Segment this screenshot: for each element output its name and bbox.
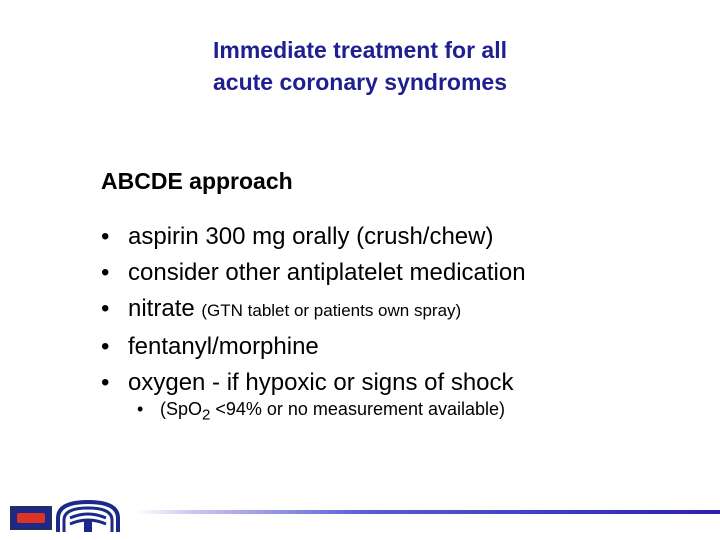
list-item-note: (GTN tablet or patients own spray) [201, 301, 462, 320]
slide-title-line-2: acute coronary syndromes [212, 69, 507, 95]
oxygen-sub-list [137, 396, 505, 429]
council-logo-icon [10, 506, 52, 530]
treatment-list [101, 219, 526, 401]
spo2-suffix: <94% or no measurement available) [210, 399, 506, 419]
list-item-text: consider other antiplatelet medication [128, 259, 526, 286]
list-item [101, 255, 526, 291]
list-item-text: aspirin 300 mg orally (crush/chew) [128, 223, 494, 250]
list-item [101, 329, 526, 365]
list-item-text: oxygen - if hypoxic or signs of shock [128, 369, 514, 396]
slide-title [0, 34, 720, 98]
footer-rule [134, 510, 720, 514]
list-item [101, 219, 526, 255]
sub-list-item [137, 396, 505, 429]
list-item [101, 291, 526, 329]
section-heading: ABCDE approach [101, 168, 293, 194]
spo2-subscript: 2 [202, 406, 211, 424]
waves-logo-icon [56, 498, 120, 534]
spo2-prefix: (SpO [160, 399, 203, 419]
slide-footer [0, 496, 720, 540]
slide-title-line-1: Immediate treatment for all [213, 37, 507, 63]
list-item-text: nitrate [128, 295, 202, 322]
list-item-text: fentanyl/morphine [128, 333, 319, 360]
